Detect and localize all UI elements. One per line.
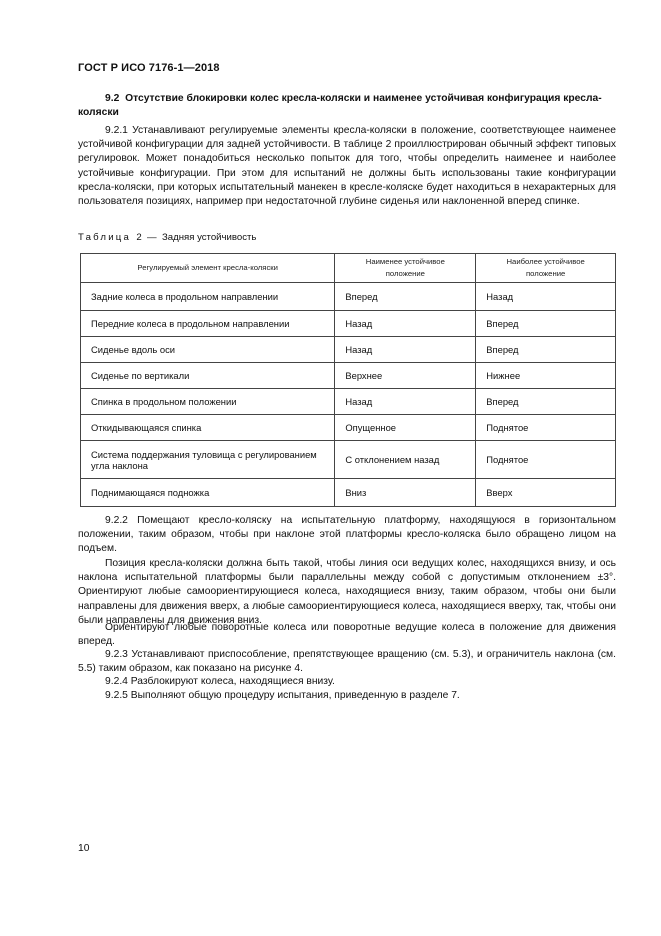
section-title: Отсутствие блокировки колес кресла-коляски и наименее устойчивая конфигурация кресла-коляски (78, 93, 602, 118)
table-header-row (81, 254, 616, 283)
table-cell: Опущенное (335, 415, 476, 441)
table-row (81, 363, 616, 389)
table-row (81, 337, 616, 363)
table-cell: Спинка в продольном положении (81, 389, 335, 415)
table-cell: С отклонением назад (335, 441, 476, 479)
table-cell: Вперед (476, 389, 616, 415)
table-cell: Поднятое (476, 441, 616, 479)
table-cell: Сиденье вдоль оси (81, 337, 335, 363)
table-row (81, 311, 616, 337)
table-row (81, 389, 616, 415)
table-row (81, 441, 616, 479)
table-caption-dash: — (147, 232, 157, 243)
table-caption (78, 232, 256, 243)
table-cell: Нижнее (476, 363, 616, 389)
table-cell: Вперед (476, 311, 616, 337)
table-cell: Поднимающаяся подножка (81, 479, 335, 507)
table-cell: Назад (335, 337, 476, 363)
paragraph-9-2-2: 9.2.2 Помещают кресло-коляску на испытательную платформу, находящуюся в горизонтальном положении, таким образом, чтобы при наклоне этой платформы кресло-коляска было обращено лицом на подъем. (78, 515, 616, 555)
table-row (81, 479, 616, 507)
table-cell: Поднятое (476, 415, 616, 441)
table-row (81, 283, 616, 311)
table-cell: Передние колеса в продольном направлении (81, 311, 335, 337)
paragraph-orientation: Ориентируют любые поворотные колеса или поворотные ведущие колеса в положение для движения вперед. (78, 622, 616, 648)
table-cell: Верхнее (335, 363, 476, 389)
table-row (81, 415, 616, 441)
section-heading (78, 92, 616, 119)
table-cell: Откидывающаяся спинка (81, 415, 335, 441)
paragraph-9-2-5: 9.2.5 Выполняют общую процедуру испытания, приведенную в разделе 7. (105, 690, 460, 701)
table-cell: Назад (335, 311, 476, 337)
table-header-cell: Регулируемый элемент кресла-коляски (81, 254, 335, 283)
paragraph-9-2-4: 9.2.4 Разблокируют колеса, находящиеся внизу. (105, 676, 335, 687)
page-number: 10 (78, 843, 90, 854)
document-header: ГОСТ Р ИСО 7176-1—2018 (78, 62, 220, 74)
table-cell: Вниз (335, 479, 476, 507)
table-cell: Вперед (335, 283, 476, 311)
section-number: 9.2 (105, 93, 120, 104)
table-cell: Назад (476, 283, 616, 311)
paragraph-9-2-3: 9.2.3 Устанавливают приспособление, препятствующее вращению (см. 5.3), и ограничитель наклона (см. 5.5) таким образом, как показано на рисунке 4. (78, 649, 616, 675)
table-cell: Назад (335, 389, 476, 415)
paragraph-position: Позиция кресла-коляски должна быть такой, чтобы линия оси ведущих колес, находящихся внизу, и ось наклона испытательной платформы были параллельны между собой с допустимым отклонением ±3°. Ориентируют любые самоориентирующиеся колеса, находящиеся внизу, таким образом, чтобы они были направлены для движения вверх, а любые самоориентирующиеся колеса, находящиеся вверху, так, чтобы они были направлены для движения вниз. (78, 558, 616, 626)
table-caption-title: Задняя устойчивость (161, 232, 257, 243)
paragraph-9-2-1: 9.2.1 Устанавливают регулируемые элементы кресла-коляски в положение, соответствующее наименее устойчивой конфигурации для задней устойчивости. В таблице 2 проиллюстрирован обычный эффект типовых регулировок. Может понадобиться несколько попыток для того, чтобы определить наименее и наиболее устойчивые конфигурации. При этом для испытаний не должны быть использованы такие конфигурации кресла-коляски, при которых испытательный манекен в кресле-коляске будет находиться в нехарактерных для пользователя позициях, например при недостаточной глубине сиденья или наклоненной вперед спинке. (78, 125, 616, 208)
table-cell: Задние колеса в продольном направлении (81, 283, 335, 311)
table-cell: Система поддержания туловища с регулированием угла наклона (81, 441, 335, 479)
table-header-cell: Наиболее устойчивое положение (476, 254, 616, 283)
table-cell: Вверх (476, 479, 616, 507)
table-caption-prefix: Таблица (78, 232, 132, 243)
table-caption-number: 2 (136, 232, 142, 243)
table-cell: Сиденье по вертикали (81, 363, 335, 389)
stability-table (80, 253, 616, 507)
table-header-cell: Наименее устойчивое положение (335, 254, 476, 283)
table-cell: Вперед (476, 337, 616, 363)
